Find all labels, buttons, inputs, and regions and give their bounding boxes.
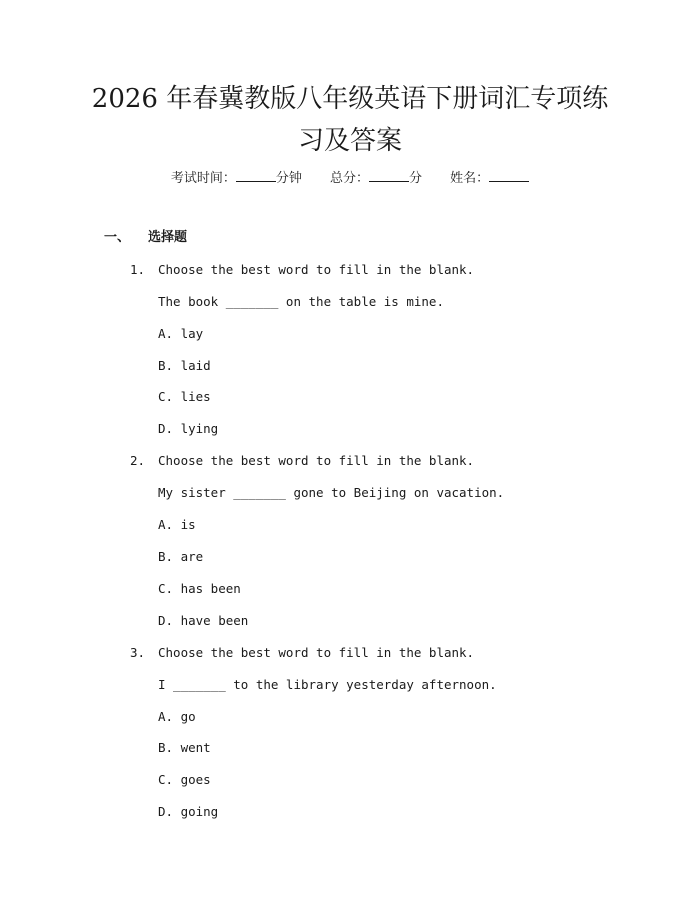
title-line-1: 2026 年春冀教版八年级英语下册词汇专项练	[91, 84, 609, 114]
time-blank	[236, 168, 276, 182]
score-label: 总分：	[329, 171, 369, 186]
exam-meta	[0, 168, 700, 189]
option-b[interactable]: B. laid	[158, 358, 211, 373]
question-instruction: Choose the best word to fill in the blank.	[158, 262, 475, 277]
exam-name	[450, 171, 529, 186]
section-number: 一、	[104, 230, 131, 245]
question-number: 1.	[130, 262, 146, 277]
question-number: 2.	[130, 453, 146, 468]
time-label: 考试时间：	[170, 171, 236, 186]
option-b[interactable]: B. went	[158, 740, 211, 755]
option-d[interactable]: D. have been	[158, 613, 249, 628]
question-sentence: My sister _______ gone to Beijing on vacation.	[158, 485, 505, 500]
question-sentence: I _______ to the library yesterday afternoon.	[158, 677, 497, 692]
page-title	[60, 78, 640, 162]
question-number: 3.	[130, 645, 146, 660]
option-c[interactable]: C. lies	[158, 389, 211, 404]
question-instruction: Choose the best word to fill in the blank.	[158, 645, 475, 660]
section-heading	[104, 228, 187, 248]
time-unit: 分钟	[275, 171, 302, 186]
option-c[interactable]: C. has been	[158, 581, 241, 596]
question-instruction: Choose the best word to fill in the blank.	[158, 453, 475, 468]
exam-time	[171, 171, 302, 186]
title-line-2: 习及答案	[297, 126, 402, 156]
score-blank	[369, 168, 409, 182]
question-sentence: The book _______ on the table is mine.	[158, 294, 444, 309]
option-a[interactable]: A. lay	[158, 326, 204, 341]
option-a[interactable]: A. go	[158, 709, 196, 724]
option-b[interactable]: B. are	[158, 549, 204, 564]
option-c[interactable]: C. goes	[158, 772, 211, 787]
option-a[interactable]: A. is	[158, 517, 196, 532]
name-blank	[489, 168, 529, 182]
option-d[interactable]: D. lying	[158, 421, 219, 436]
option-d[interactable]: D. going	[158, 804, 219, 819]
score-unit: 分	[409, 171, 423, 186]
exam-score	[330, 171, 422, 186]
name-label: 姓名：	[450, 171, 490, 186]
section-title: 选择题	[148, 230, 188, 245]
